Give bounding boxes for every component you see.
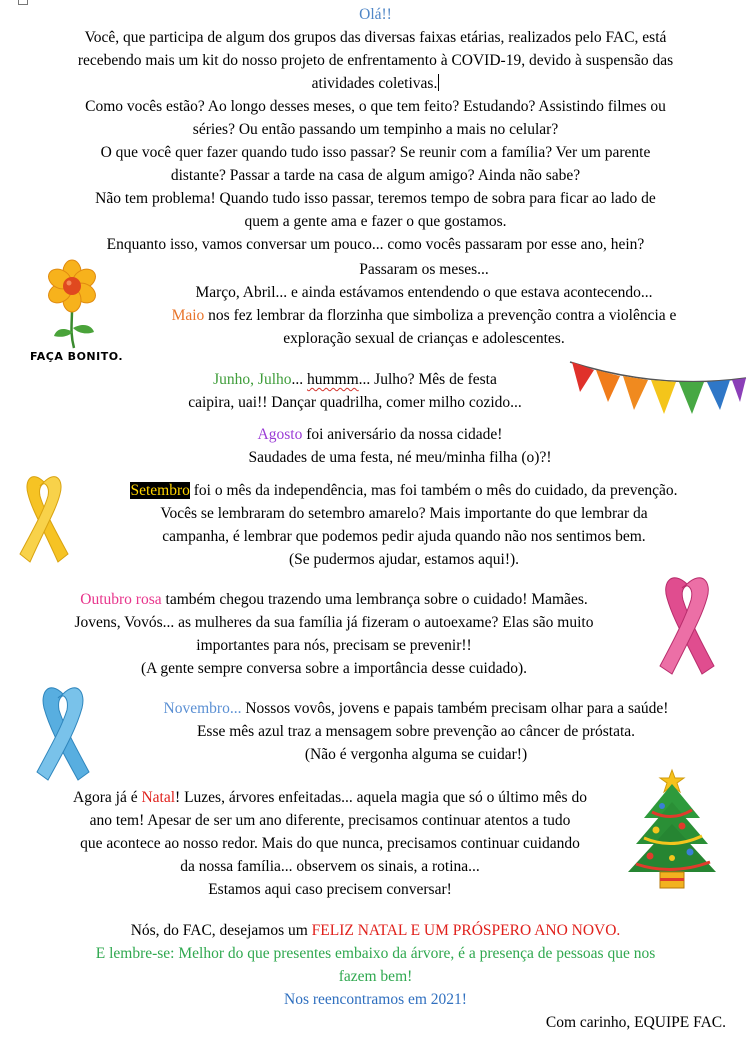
intro-line: recebendo mais um kit do nosso projeto de enfrentamento à COVID-19, devido à suspensão das	[77, 52, 674, 69]
september-line-3: campanha, é lembrar que podemos pedir ajuda quando não nos sentimos bem.	[162, 528, 646, 545]
faca-bonito-logo-text: FAÇA BONITO.	[30, 350, 124, 363]
question-line: Enquanto isso, vamos conversar um pouco... como vocês passaram por esse ano, hein?	[106, 236, 645, 253]
flower-icon	[42, 258, 102, 350]
august-line-2: Saudades de uma festa, né meu/minha filha (o)?!	[248, 449, 552, 466]
question-line: O que você quer fazer quando tudo isso passar? Se reunir com a família? Ver um parente	[100, 144, 651, 161]
october-line-4: (A gente sempre conversa sobre a importância desse cuidado).	[140, 660, 528, 677]
august-block	[150, 423, 610, 469]
november-block	[112, 697, 720, 766]
intro-line: atividades coletivas.	[311, 75, 438, 92]
november-line-3: (Não é vergonha alguma se cuidar!)	[304, 746, 528, 763]
september-block	[78, 479, 730, 571]
meet-again-line: Nos reencontramos em 2021!	[284, 991, 467, 1008]
june-line-1: Junho, Julho... hummm... Julho? Mês de festa	[213, 371, 497, 388]
remember-line-1: E lembre-se: Melhor do que presentes embaixo da árvore, é a presença de pessoas que nos	[95, 945, 656, 962]
remember-line-2: fazem bem!	[338, 968, 413, 985]
november-line-1: Novembro... Nossos vovôs, jovens e papais também precisam olhar para a saúde!	[163, 700, 669, 717]
blue-ribbon-icon	[30, 680, 96, 784]
december-line-4: da nossa família... observem os sinais, a rotina...	[180, 858, 480, 875]
question-line: Não tem problema! Quando tudo isso passar, teremos tempo de sobra para ficar ao lado de	[95, 190, 656, 207]
month-september: Setembro	[130, 482, 190, 499]
may-line-3: Maio nos fez lembrar da florzinha que simboliza a prevenção contra a violência e	[171, 307, 677, 324]
december-line-2: ano tem! Apesar de ser um ano diferente, precisamos continuar atentos a tudo	[89, 812, 571, 829]
question-line: séries? Ou então passando um tempinho a mais no celular?	[192, 121, 559, 138]
october-line-2: Jovens, Vovós... as mulheres da sua família já fizeram o autoexame? Elas são muito	[74, 614, 594, 631]
month-june-july: Junho, Julho	[213, 371, 292, 388]
bunting-flags-icon	[568, 356, 748, 420]
signature: Com carinho, EQUIPE FAC.	[545, 1014, 726, 1031]
september-line-4: (Se pudermos ajudar, estamos aqui!).	[288, 551, 520, 568]
spelling-underlined-word: hummm	[307, 371, 359, 388]
intro-block	[10, 26, 741, 256]
october-line-3: importantes para nós, precisam se prevenir!!	[196, 637, 472, 654]
october-block	[20, 588, 648, 680]
may-block	[118, 258, 730, 350]
month-october: Outubro rosa	[80, 591, 162, 608]
september-line-2: Vocês se lembraram do setembro amarelo? Mais importante do que lembrar da	[160, 505, 648, 522]
holiday-wish: FELIZ NATAL E UM PRÓSPERO ANO NOVO.	[311, 922, 621, 939]
text-cursor	[438, 74, 439, 91]
question-line: Como vocês estão? Ao longo desses meses, o que tem feito? Estudando? Assistindo filmes ou	[85, 98, 666, 115]
signature-block	[420, 1011, 726, 1034]
december-block	[18, 786, 642, 901]
greeting: Olá!!	[359, 6, 392, 23]
june-line-2: caipira, uai!! Dançar quadrilha, comer milho cozido...	[188, 394, 522, 411]
month-may: Maio	[171, 307, 205, 324]
may-line-2: Março, Abril... e ainda estávamos entendendo o que estava acontecendo...	[195, 284, 653, 301]
month-november: Novembro...	[163, 700, 242, 717]
christmas-tree-icon	[622, 766, 722, 894]
november-line-2: Esse mês azul traz a mensagem sobre prevenção ao câncer de próstata.	[196, 723, 636, 740]
december-line-3: que acontece ao nosso redor. Mais do que nunca, precisamos continuar cuidando	[80, 835, 580, 852]
pink-ribbon-icon	[652, 570, 722, 678]
month-august: Agosto	[257, 426, 303, 443]
may-line-1: Passaram os meses...	[359, 261, 489, 278]
closing-block	[0, 919, 751, 1011]
question-line: quem a gente ama e fazer o que gostamos.	[244, 213, 507, 230]
october-line-1: Outubro rosa também chegou trazendo uma lembrança sobre o cuidado! Mamães.	[80, 591, 588, 608]
december-line-1: Agora já é Natal! Luzes, árvores enfeitadas... aquela magia que só o último mês do	[73, 789, 587, 806]
question-line: distante? Passar a tarde na casa de algum amigo? Ainda não sabe?	[170, 167, 581, 184]
greeting-block	[0, 3, 751, 26]
june-block	[120, 368, 590, 414]
august-line-1: Agosto foi aniversário da nossa cidade!	[257, 426, 503, 443]
closing-wish-line: Nós, do FAC, desejamos um FELIZ NATAL E UM PRÓSPERO ANO NOVO.	[130, 922, 621, 939]
intro-line: Você, que participa de algum dos grupos das diversas faixas etárias, realizados pelo FAC, está	[84, 29, 667, 46]
december-line-5: Estamos aqui caso precisem conversar!	[208, 881, 452, 898]
may-line-4: exploração sexual de crianças e adolescentes.	[283, 330, 565, 347]
september-line-1: Setembro foi o mês da independência, mas foi também o mês do cuidado, da prevenção.	[130, 482, 678, 499]
yellow-ribbon-icon	[14, 470, 74, 566]
word-natal: Natal	[141, 789, 176, 806]
